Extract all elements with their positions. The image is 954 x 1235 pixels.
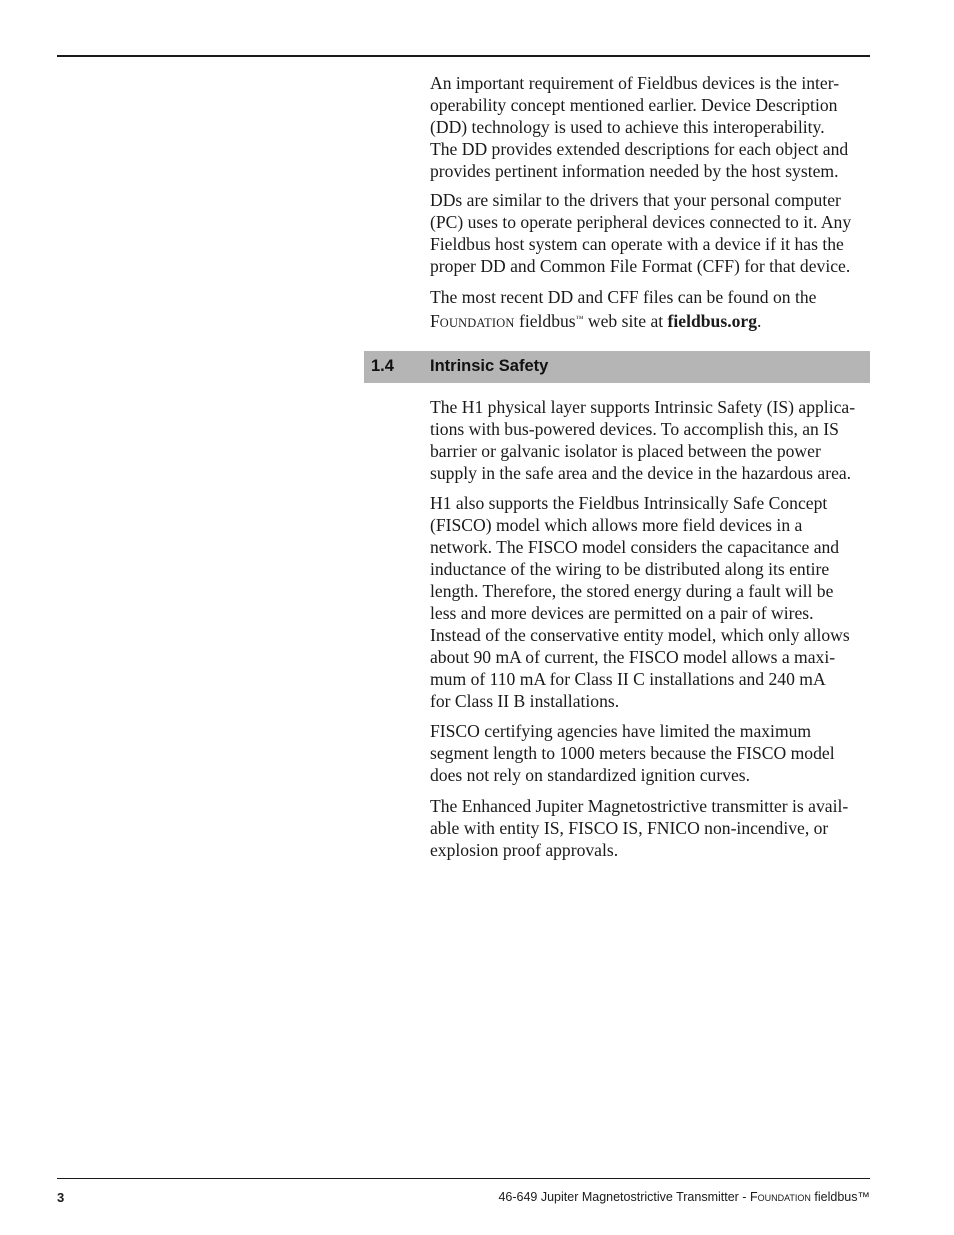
- footer-title-suffix: fieldbus™: [810, 1190, 870, 1204]
- text-line: length. Therefore, the stored energy during a fault will be: [430, 581, 834, 601]
- footer-rule: [57, 1178, 870, 1179]
- text-line: able with entity IS, FISCO IS, FNICO non-incendive, or: [430, 818, 829, 838]
- text-line: proper DD and Common File Format (CFF) for that device.: [430, 256, 851, 276]
- text-line: Instead of the conservative entity model, which only allows: [430, 625, 850, 645]
- text-line: explosion proof approvals.: [430, 840, 619, 860]
- paragraph-h1-is: [430, 396, 875, 484]
- paragraph-fisco: [430, 492, 875, 712]
- section-title: Intrinsic Safety: [430, 357, 549, 375]
- text-line: for Class II B installations.: [430, 691, 620, 711]
- text-line: provides pertinent information needed by the host system.: [430, 161, 839, 181]
- section-heading: [364, 351, 870, 383]
- paragraph-interoperability: [430, 72, 875, 182]
- foundation-initial: F: [430, 311, 440, 331]
- text-line: tions with bus-powered devices. To accomplish this, an IS: [430, 419, 839, 439]
- text-line: FISCO certifying agencies have limited the maximum: [430, 721, 812, 741]
- footer-title: [498, 1190, 870, 1204]
- paragraph-fisco-agencies: [430, 720, 875, 786]
- text-line: operability concept mentioned earlier. Device Description: [430, 95, 838, 115]
- text-line: DDs are similar to the drivers that your personal computer: [430, 190, 841, 210]
- period: .: [757, 311, 762, 331]
- text-line: An important requirement of Fieldbus devices is the inter-: [430, 73, 840, 93]
- paragraph-approvals: [430, 795, 875, 861]
- foundation-smallcaps: OUNDATION: [439, 316, 515, 330]
- text-line: (FISCO) model which allows more field devices in a: [430, 515, 803, 535]
- footer-foundation-initial: F: [749, 1190, 758, 1204]
- text-line: network. The FISCO model considers the capacitance and: [430, 537, 840, 557]
- section-number: 1.4: [371, 357, 394, 375]
- text-line: about 90 mA of current, the FISCO model allows a maxi-: [430, 647, 836, 667]
- footer-foundation-smallcaps: OUNDATION: [757, 1193, 811, 1203]
- text-line: inductance of the wiring to be distributed along its entire: [430, 559, 830, 579]
- text-line: (PC) uses to operate peripheral devices connected to it. Any: [430, 212, 852, 232]
- fieldbus-org-link[interactable]: fieldbus.org: [667, 311, 757, 331]
- text-line: The Enhanced Jupiter Magnetostrictive transmitter is avail-: [430, 796, 849, 816]
- text-line: supply in the safe area and the device in the hazardous area.: [430, 463, 852, 483]
- text-line: segment length to 1000 meters because the FISCO model: [430, 743, 835, 763]
- text-line: The H1 physical layer supports Intrinsic Safety (IS) applica-: [430, 397, 856, 417]
- page-number: 3: [57, 1190, 65, 1205]
- text-line: Fieldbus host system can operate with a device if it has the: [430, 234, 844, 254]
- header-rule: [57, 55, 870, 57]
- paragraph-dd-drivers: [430, 189, 875, 277]
- text-line: (DD) technology is used to achieve this interoperability.: [430, 117, 825, 137]
- trademark-mark: ™: [575, 314, 584, 323]
- text-line: H1 also supports the Fieldbus Intrinsically Safe Concept: [430, 493, 828, 513]
- text-line: The most recent DD and CFF files can be found on the: [430, 287, 817, 307]
- text-line: barrier or galvanic isolator is placed between the power: [430, 441, 821, 461]
- text-line: [430, 308, 875, 334]
- text-line: mum of 110 mA for Class II C installations and 240 mA: [430, 669, 826, 689]
- footer-title-prefix: 46-649 Jupiter Magnetostrictive Transmitter -: [498, 1190, 750, 1204]
- fieldbus-word: fieldbus: [514, 311, 576, 331]
- web-site-text: web site at: [583, 311, 668, 331]
- text-line: less and more devices are permitted on a pair of wires.: [430, 603, 814, 623]
- text-line: The DD provides extended descriptions for each object and: [430, 139, 849, 159]
- paragraph-dd-files: [430, 286, 875, 334]
- text-line: does not rely on standardized ignition curves.: [430, 765, 751, 785]
